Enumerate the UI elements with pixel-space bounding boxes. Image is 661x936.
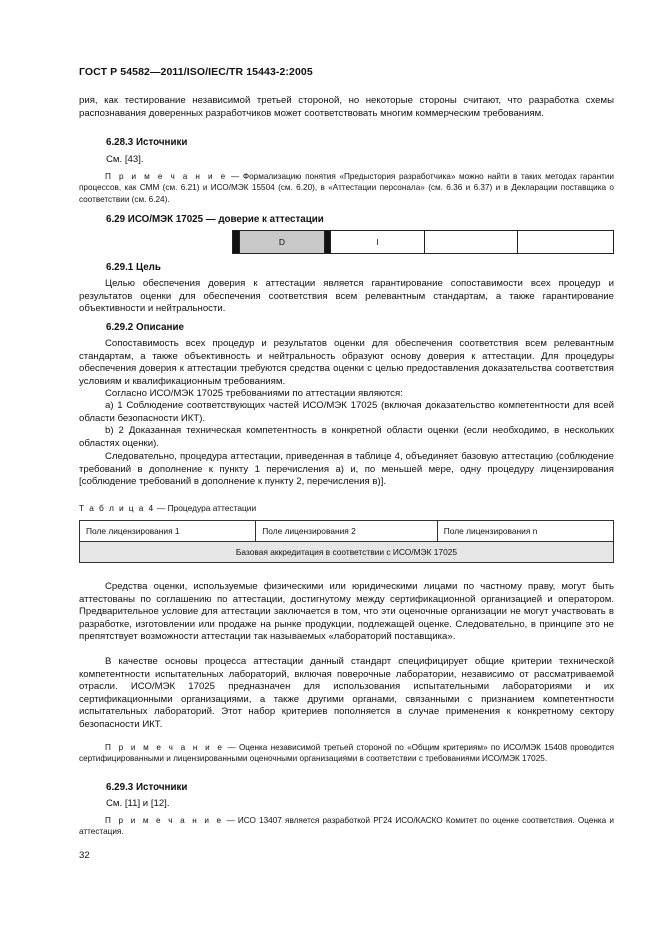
note-1	[79, 171, 614, 205]
table-row	[80, 521, 614, 542]
note-text: — Формализацию понятия «Предыстория разработчика» можно найти в таких методах гарантии процессов, как СММ (см. 6.21) и ИСО/МЭК 15504 (см. 6.20), в «Аттестации персонала» (см. 6.36 и 6.37) и в Декларации поставщика о соответствии (см. 6.24).	[79, 172, 614, 204]
after-table-paragraph-1: Средства оценки, используемые физическими или юридическими лицами по частному праву, могут быть аттестованы по соглашению по аттестации, достигнутому между сертификационной организацией и оператором. Предварительное условие для аттестации заключается в том, что эти оценочные организации не могут участвовать в разработке, изготовлении или продаже на рынке продукции, подлежащей оценке. Следовательно, в принципе это не препятствует возможности аттестации так называемых «лабораторий поставщика».	[79, 581, 614, 643]
after-table-paragraph-2: В качестве основы процесса аттестации данный стандарт специфицирует общие критерии технической компетентности испытательных лабораторий, включая поверочные лаборатории, независимо от рассматриваемой отрасли. ИСО/МЭК 17025 предназначен для использования испытательными лабораториями и их сертификационными организациями, а также другими органами, связанными с признанием компетентности испытательных лабораторий. Этот набор критериев пополняется в случае применения к конкретному сектору безопасности ИКТ.	[79, 656, 614, 730]
table-cell: Поле лицензирования n	[437, 521, 613, 542]
sources-6-29-3: См. [11] и [12].	[106, 798, 170, 809]
note-2	[79, 742, 614, 765]
document-header: ГОСТ Р 54582—2011/ISO/IEC/TR 15443-2:2005	[79, 66, 313, 78]
table-caption	[79, 503, 256, 513]
table-row	[80, 542, 614, 563]
attestation-table	[79, 520, 614, 563]
intro-paragraph: рия, как тестирование независимой третьей стороной, но некоторые стороны считают, что разработка схемы распознавания доверенных разработчиков может соответствовать многим коммерческим требованиям.	[79, 95, 614, 119]
description-paragraph-3: Следовательно, процедура аттестации, приведенная в таблице 4, объединяет базовую аттестацию (соблюдение требований в дополнение к пункту 1 перечисления а) и, по меньшей мере, одну процедуру лицензирования [соблюдение требований в дополнение к пункту 2, перечисления в)].	[79, 451, 614, 488]
table-cell: Поле лицензирования 1	[80, 521, 256, 542]
description-paragraph-1: Сопоставимость всех процедур и результатов оценки для обеспечения соответствия всем релевантным стандартам, а также объективность и нейтральность образуют основу доверия к аттестации. Для процедуры обеспечения доверия к аттестации требуются средства оценки с целью предоставления доказательства соответствия условиям и квалификационным требованиям.	[79, 338, 614, 387]
section-heading-6-28-3: 6.28.3 Источники	[106, 137, 188, 148]
bar-cell-i: I	[331, 231, 425, 253]
requirement-item-b: b) 2 Доказанная техническая компетентность в конкретной области оценки (если необходимо, в нескольких областях оценки).	[79, 425, 614, 449]
bar-cell-4	[518, 231, 613, 253]
note-3	[79, 815, 614, 838]
requirement-item-a: а) 1 Соблюдение соответствующих частей ИСО/МЭК 17025 (включая доказательство компетентности для всей области безопасности ИКТ).	[79, 400, 614, 424]
section-heading-6-29: 6.29 ИСО/МЭК 17025 — доверие к аттестации	[106, 214, 324, 225]
assurance-indicator-bar	[232, 230, 614, 254]
note-text: — Оценка независимой третьей стороной по «Общим критериям» по ИСО/МЭК 15408 проводится сертифицированными и лицензированными оценочными организациями в соответствии с требованиями ИСО/МЭК 17025.	[79, 743, 615, 764]
sources-6-28-3: См. [43].	[106, 154, 144, 165]
section-heading-6-29-1: 6.29.1 Цель	[106, 262, 161, 273]
page-number: 32	[79, 850, 90, 861]
section-heading-6-29-3: 6.29.3 Источники	[106, 782, 188, 793]
bar-cell-3	[425, 231, 518, 253]
description-paragraph-2: Согласно ИСО/МЭК 17025 требованиями по аттестации являются:	[105, 388, 403, 399]
section-heading-6-29-2: 6.29.2 Описание	[106, 322, 184, 333]
bar-cell-d: D	[240, 231, 325, 253]
table-cell: Поле лицензирования 2	[256, 521, 438, 542]
table-caption-text: — Процедура аттестации	[154, 503, 257, 513]
table-cell: Базовая аккредитация в соответствии с ИСО/МЭК 17025	[80, 542, 614, 563]
note-label: П р и м е ч а н и е	[105, 172, 228, 181]
note-label: П р и м е ч а н и е	[105, 743, 225, 752]
bar-dark-edge-left	[233, 231, 240, 253]
purpose-paragraph: Целью обеспечения доверия к аттестации является гарантирование сопоставимости всех процедур и результатов оценки для обеспечения соответствия всем релевантным стандартам, а также гарантирование объективности и нейтральности.	[79, 278, 614, 315]
note-label: П р и м е ч а н и е	[105, 816, 224, 825]
note-text: — ИСО 13407 является разработкой РГ24 ИСО/КАСКО Комитет по оценке соответствия. Оценка и аттестация.	[79, 816, 614, 837]
table-caption-label: Т а б л и ц а 4	[79, 503, 155, 513]
